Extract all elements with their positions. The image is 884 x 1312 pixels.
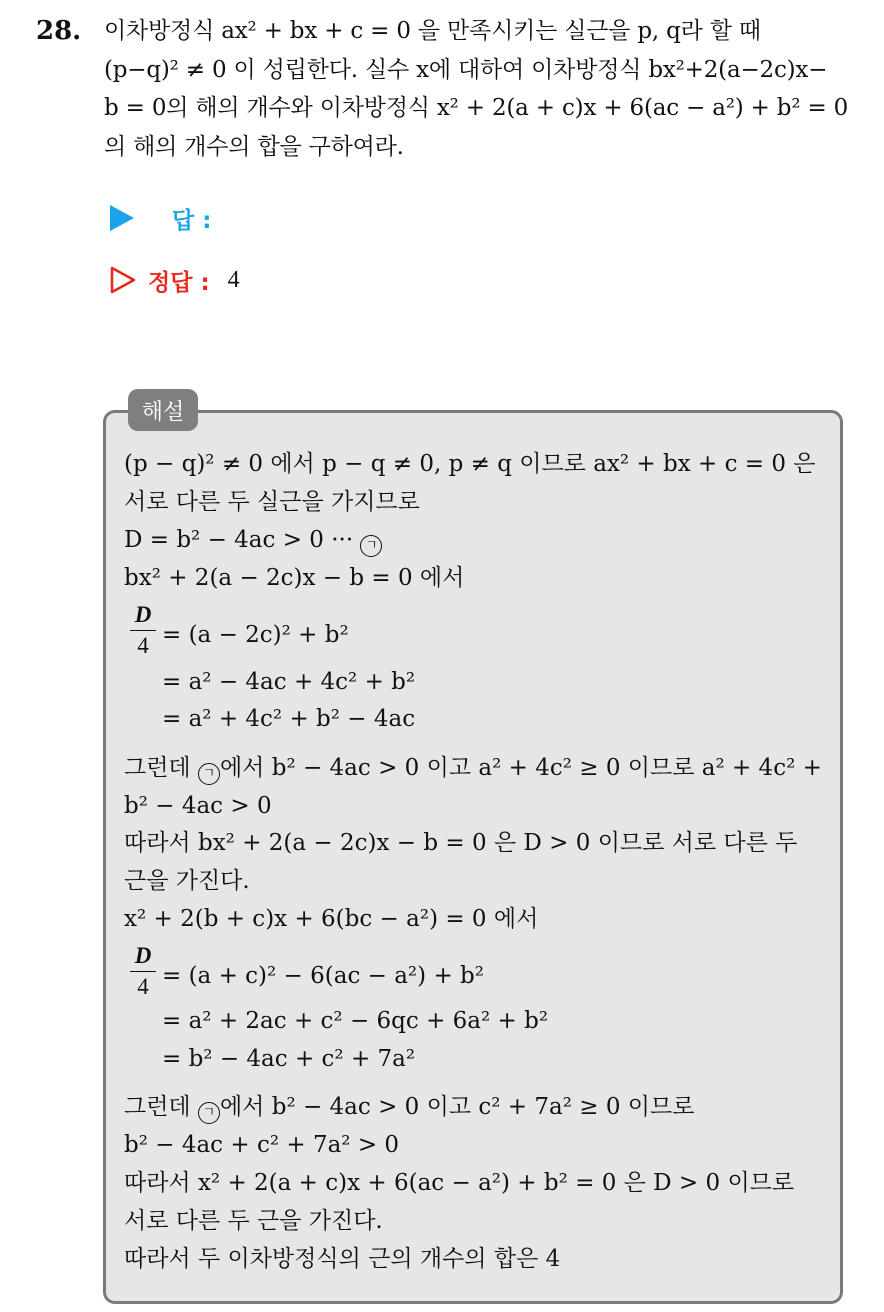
solution-line: 서로 다른 두 실근을 가지므로 <box>124 489 420 515</box>
circled-label-marker: ㄱ <box>198 763 220 785</box>
question-line-4: 의 해의 개수의 합을 구하여라. <box>104 133 404 160</box>
solution-line: = a² − 4ac + 4c² + b² <box>162 669 416 695</box>
fraction-denominator: 4 <box>137 633 149 658</box>
solution-line: = (a + c)² − 6(ac − a²) + b² <box>162 963 484 989</box>
solution-line: = a² + 4c² + b² − 4ac <box>162 706 416 732</box>
circled-label-marker: ㄱ <box>360 535 382 557</box>
play-triangle-icon <box>110 205 134 231</box>
solution-text: 그런데 <box>124 1094 191 1120</box>
question-line-2: (p−q)² ≠ 0 이 성립한다. 실수 x에 대하여 이차방정식 bx²+2(a−2c)x− <box>104 56 828 83</box>
answer-label: 답 : <box>172 207 212 234</box>
solution-line: bx² + 2(a − 2c)x − b = 0 에서 <box>124 565 465 591</box>
solution-line <box>124 1091 694 1124</box>
solution-line: x² + 2(b + c)x + 6(bc − a²) = 0 에서 <box>124 906 539 932</box>
solution-line: b² − 4ac > 0 <box>124 793 272 819</box>
solution-line: b² − 4ac + c² + 7a² > 0 <box>124 1132 400 1158</box>
discriminant-condition: D = b² − 4ac > 0 ··· <box>124 527 354 553</box>
correct-answer-label: 정답 : <box>148 269 210 296</box>
solution-line: 따라서 x² + 2(a + c)x + 6(ac − a²) + b² = 0 은 D > 0 이므로 <box>124 1170 795 1196</box>
fraction-numerator: D <box>134 602 152 627</box>
solution-line <box>124 752 822 785</box>
question-line-3: b = 0의 해의 개수와 이차방정식 x² + 2(a + c)x + 6(ac − a²) + b² = 0 <box>104 95 849 121</box>
fraction-bar <box>130 971 156 972</box>
fraction-numerator: D <box>134 943 152 968</box>
solution-text: 에서 b² − 4ac > 0 이고 a² + 4c² ≥ 0 이므로 a² + 4c² + <box>219 755 822 781</box>
fraction-denominator: 4 <box>137 974 149 999</box>
fraction-bar <box>130 630 156 631</box>
circled-label-marker: ㄱ <box>198 1102 220 1124</box>
solution-line: 서로 다른 두 근을 가진다. <box>124 1208 383 1234</box>
solution-line: 따라서 두 이차방정식의 근의 개수의 합은 4 <box>124 1246 561 1272</box>
question-number: 28. <box>36 16 82 46</box>
fraction-d-over-4 <box>130 602 156 659</box>
solution-line: = b² − 4ac + c² + 7a² <box>162 1046 416 1072</box>
answer-row <box>110 200 211 236</box>
solution-line: 근을 가진다. <box>124 868 250 894</box>
fraction-d-over-4 <box>130 943 156 1000</box>
question-text <box>104 12 866 166</box>
outline-triangle-icon <box>110 266 136 294</box>
solution-line: = (a − 2c)² + b² <box>162 622 349 648</box>
solution-line: = a² + 2ac + c² − 6qc + 6a² + b² <box>162 1008 549 1034</box>
solution-tag: 해설 <box>128 389 198 431</box>
solution-line <box>124 524 382 557</box>
solution-line: 따라서 bx² + 2(a − 2c)x − b = 0 은 D > 0 이므로 서로 다른 두 <box>124 830 798 856</box>
question-line-1: 이차방정식 ax² + bx + c = 0 을 만족시키는 실근을 p, q라 할 때 <box>104 18 761 44</box>
question-block <box>36 12 866 166</box>
solution-text: 그런데 <box>124 755 191 781</box>
correct-answer-value: 4 <box>227 266 240 293</box>
solution-text: 에서 b² − 4ac > 0 이고 c² + 7a² ≥ 0 이므로 <box>219 1094 695 1120</box>
correct-answer-row <box>110 262 240 298</box>
solution-line: (p − q)² ≠ 0 에서 p − q ≠ 0, p ≠ q 이므로 ax² + bx + c = 0 은 <box>124 451 816 477</box>
